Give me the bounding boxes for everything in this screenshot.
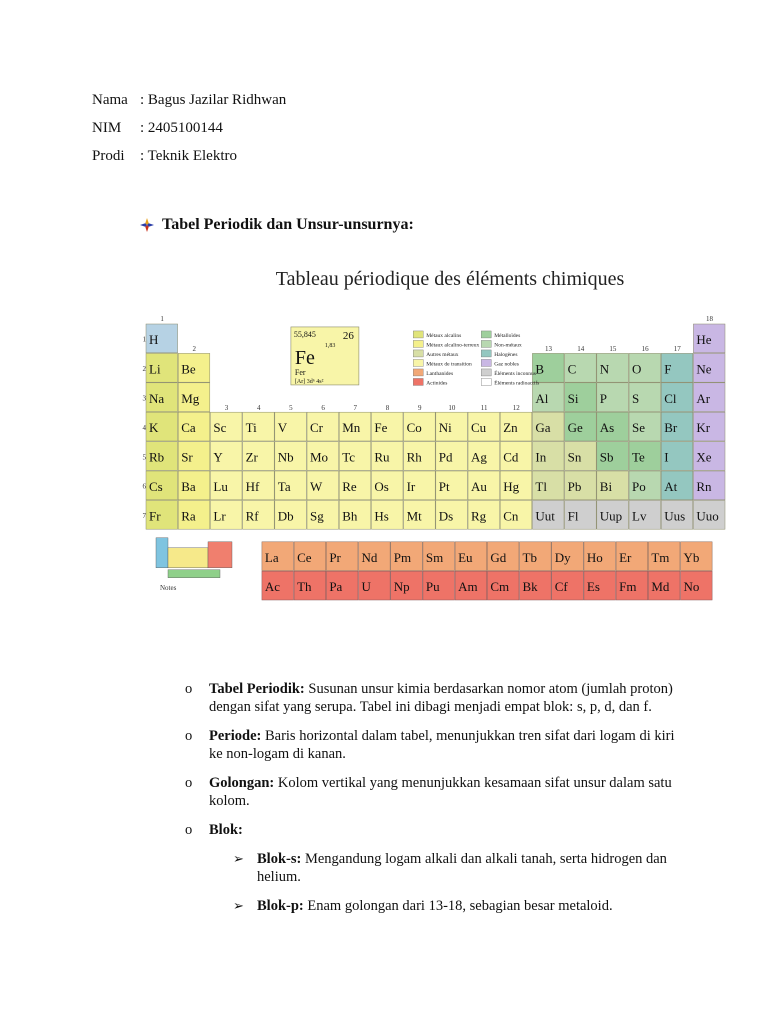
element-symbol: Rg xyxy=(471,508,487,524)
element-symbol: Ds xyxy=(438,508,454,524)
element-symbol: In xyxy=(535,449,547,465)
arrow-bullet-icon: ➢ xyxy=(233,898,244,913)
element-symbol: P xyxy=(599,390,608,406)
element-symbol: Ta xyxy=(277,479,291,494)
legend-swatch xyxy=(413,350,423,357)
element-symbol: Tm xyxy=(651,549,670,565)
element-symbol: Ra xyxy=(181,508,196,524)
legend-number: 26 xyxy=(342,329,354,342)
element-symbol: Hs xyxy=(374,508,389,524)
element-symbol: Lr xyxy=(213,508,226,524)
figure-title: Tableau périodique des éléments chimiques xyxy=(275,268,625,290)
element-symbol: Ca xyxy=(181,420,196,436)
list-item xyxy=(185,680,685,716)
period-number: 6 xyxy=(142,482,146,491)
element-symbol: Sg xyxy=(310,508,324,524)
element-symbol: Br xyxy=(664,420,678,436)
element-symbol: Cr xyxy=(310,420,323,436)
period-number: 3 xyxy=(142,394,146,403)
element-symbol: Tl xyxy=(535,479,547,494)
element-symbol: Ce xyxy=(297,549,312,565)
element-symbol: Hg xyxy=(503,479,520,494)
list-item-text: Baris horizontal dalam tabel, menunjukkan tren sifat dari logam di kiri ke non-logam di kanan. xyxy=(209,728,675,762)
element-symbol: Fl xyxy=(567,508,579,524)
element-symbol: Os xyxy=(374,479,389,494)
element-symbol: Nb xyxy=(277,449,294,465)
group-number: 2 xyxy=(192,345,197,353)
element-symbol: Sm xyxy=(425,549,444,565)
element-symbol: Fr xyxy=(149,508,161,524)
group-number: 4 xyxy=(256,404,261,412)
section-heading xyxy=(140,216,414,234)
legend-swatch xyxy=(481,378,491,385)
element-symbol: No xyxy=(683,579,700,595)
circle-bullet-icon: o xyxy=(185,681,193,697)
element-symbol: Pb xyxy=(567,479,582,494)
legend-label: Actinides xyxy=(426,380,448,387)
element-symbol: Cd xyxy=(503,449,519,465)
element-symbol: Ni xyxy=(438,420,452,436)
period-number: 5 xyxy=(142,453,146,462)
element-symbol: Tc xyxy=(342,449,356,465)
element-symbol: U xyxy=(361,579,371,595)
element-symbol: Ar xyxy=(696,390,711,406)
element-symbol: Zr xyxy=(245,449,258,465)
legend-swatch xyxy=(413,340,423,347)
group-number: 9 xyxy=(417,404,422,412)
legend-label: Gaz nobles xyxy=(494,361,519,368)
element-symbol: Cu xyxy=(471,420,487,436)
element-symbol: He xyxy=(696,332,712,347)
element-symbol: Mo xyxy=(310,449,329,465)
element-symbol: Bi xyxy=(599,479,613,494)
list-item-text: Susunan unsur kimia berdasarkan nomor atom (jumlah proton) dengan sifat yang serupa. Tabel ini dibagi menjadi empat blok: s, p, d, dan f. xyxy=(209,681,673,715)
legend-label: Lanthanides xyxy=(426,370,454,377)
element-symbol: Tb xyxy=(522,549,537,565)
nim-label: NIM xyxy=(92,120,122,136)
element-symbol: Ag xyxy=(471,449,487,465)
sub-item-term: Blok-s: xyxy=(257,851,302,867)
element-symbol: Hf xyxy=(245,479,260,494)
element-symbol: Sb xyxy=(599,449,614,465)
legend-label: Métaux de transition xyxy=(426,361,472,368)
legend-swatch xyxy=(481,331,491,338)
element-symbol: Ac xyxy=(264,579,281,595)
element-symbol: F xyxy=(664,361,672,377)
element-symbol: Po xyxy=(632,479,646,494)
group-number: 18 xyxy=(706,315,713,323)
list-item xyxy=(185,774,685,810)
block-d-shape xyxy=(168,548,208,568)
period-number: 7 xyxy=(142,512,146,521)
element-symbol: Eu xyxy=(458,549,473,565)
element-symbol: Cf xyxy=(554,579,568,595)
element-symbol: Cs xyxy=(149,479,163,494)
student-info xyxy=(92,86,286,170)
element-symbol: Rh xyxy=(406,449,422,465)
period-number: 1 xyxy=(142,335,146,344)
element-symbol: Pd xyxy=(438,449,453,465)
legend-label: Non-métaux xyxy=(494,342,522,349)
element-symbol: Lu xyxy=(213,479,228,494)
group-number: 17 xyxy=(673,345,681,353)
legend-swatch xyxy=(413,378,423,385)
list-item xyxy=(185,821,685,839)
element-symbol: Gd xyxy=(490,549,507,565)
element-symbol: Be xyxy=(181,361,196,377)
sub-item-text: Enam golongan dari 13-18, sebagian besar metaloid. xyxy=(303,898,613,914)
element-symbol: Ba xyxy=(181,479,196,494)
element-symbol: Mt xyxy=(406,508,422,524)
element-symbol: Mg xyxy=(181,390,200,406)
element-symbol: Se xyxy=(632,420,645,436)
name-label: Nama xyxy=(92,92,128,108)
element-symbol: Yb xyxy=(683,549,700,565)
element-symbol: Kr xyxy=(696,420,711,436)
legend-swatch xyxy=(413,369,423,376)
element-symbol: Xe xyxy=(696,449,712,465)
sub-item-text: Mengandung logam alkali dan alkali tanah, serta hidrogen dan helium. xyxy=(257,851,667,885)
group-number: 10 xyxy=(448,404,456,412)
element-symbol: Rn xyxy=(696,479,712,494)
legend-config: [Ar] 3d⁶ 4s² xyxy=(294,378,324,385)
element-symbol: Pr xyxy=(329,549,341,565)
nim-value: : 2405100144 xyxy=(140,120,223,136)
legend-label: Autres métaux xyxy=(426,351,459,358)
element-symbol: Y xyxy=(213,449,223,465)
element-symbol: Cm xyxy=(490,579,510,595)
group-number: 8 xyxy=(385,404,390,412)
element-symbol: V xyxy=(277,420,288,436)
legend-symbol: Fe xyxy=(294,346,315,369)
group-number: 5 xyxy=(289,404,293,412)
element-symbol: Li xyxy=(149,361,161,377)
element-symbol: Rb xyxy=(149,449,165,465)
element-symbol: N xyxy=(599,361,610,377)
group-number: 7 xyxy=(353,404,358,412)
element-symbol: Bk xyxy=(522,579,538,595)
legend-swatch xyxy=(413,331,423,338)
element-symbol: Te xyxy=(632,449,645,465)
legend-swatch xyxy=(413,359,423,366)
element-symbol: Fe xyxy=(374,420,388,436)
element-symbol: As xyxy=(599,420,615,436)
legend-label: Éléments radioactifs xyxy=(494,380,540,387)
element-symbol: Db xyxy=(277,508,294,524)
element-symbol: Na xyxy=(149,390,165,406)
arrow-bullet-icon: ➢ xyxy=(233,851,244,866)
element-symbol: C xyxy=(567,361,577,377)
element-symbol: Ge xyxy=(567,420,583,436)
section-heading-text: Tabel Periodik dan Unsur-unsurnya: xyxy=(162,216,414,233)
element-symbol: Uup xyxy=(599,508,623,524)
group-number: 14 xyxy=(577,345,585,353)
element-symbol: Uuo xyxy=(696,508,719,524)
periodic-table-figure xyxy=(144,312,744,620)
group-number: 12 xyxy=(512,404,520,412)
element-symbol: Th xyxy=(297,579,312,595)
legend-swatch xyxy=(481,340,491,347)
element-symbol: Cn xyxy=(503,508,519,524)
group-number: 16 xyxy=(641,345,649,353)
list-item-term: Periode: xyxy=(209,728,262,744)
name-value: : Bagus Jazilar Ridhwan xyxy=(140,92,287,108)
legend-label: Métaux alcalino-terreux xyxy=(426,342,480,349)
sub-list-item xyxy=(233,897,685,915)
legend-name: Fer xyxy=(294,367,306,377)
element-symbol: Ir xyxy=(406,479,416,494)
group-number: 13 xyxy=(545,345,552,353)
element-symbol: Sc xyxy=(213,420,227,436)
element-symbol: Si xyxy=(567,390,579,406)
element-symbol: Ne xyxy=(696,361,712,377)
element-symbol: Ru xyxy=(374,449,390,465)
list-item-term: Golongan: xyxy=(209,775,275,791)
legend-swatch xyxy=(481,369,491,376)
group-number: 6 xyxy=(321,404,325,412)
block-p-shape xyxy=(208,542,232,568)
element-symbol: Sn xyxy=(567,449,582,465)
group-number: 15 xyxy=(609,345,617,353)
element-symbol: K xyxy=(149,420,159,436)
list-item-text: Kolom vertikal yang menunjukkan kesamaan sifat unsur dalam satu kolom. xyxy=(209,775,672,809)
legend-label: Métaux alcalins xyxy=(426,332,462,339)
element-symbol: Pa xyxy=(329,579,343,595)
prodi-label: Prodi xyxy=(92,148,125,164)
sub-item-term: Blok-p: xyxy=(257,898,304,914)
element-symbol: Ti xyxy=(245,420,257,436)
list-item-term: Blok: xyxy=(209,822,243,838)
four-point-star-icon xyxy=(140,218,154,232)
block-f-shape xyxy=(168,570,220,578)
element-symbol: Re xyxy=(342,479,357,494)
list-item-term: Tabel Periodik: xyxy=(209,681,305,697)
element-symbol: Nd xyxy=(361,549,378,565)
element-symbol: Er xyxy=(619,549,632,565)
element-symbol: Bh xyxy=(342,508,358,524)
group-number: 3 xyxy=(224,404,229,412)
bullet-list xyxy=(185,680,685,926)
element-symbol: B xyxy=(535,361,545,377)
element-symbol: Al xyxy=(535,390,549,406)
element-symbol: O xyxy=(632,361,642,377)
period-number: 4 xyxy=(142,423,146,432)
element-symbol: Cl xyxy=(664,390,677,406)
element-symbol: Pm xyxy=(393,549,412,565)
element-symbol: Mn xyxy=(342,420,361,436)
prodi-value: : Teknik Elektro xyxy=(140,148,237,164)
element-symbol: La xyxy=(264,549,279,565)
legend-swatch xyxy=(481,359,491,366)
legend-label: Métalloïdes xyxy=(494,332,521,339)
element-symbol: Es xyxy=(586,579,600,595)
group-number: 1 xyxy=(160,315,164,323)
circle-bullet-icon: o xyxy=(185,775,193,791)
sub-list-item xyxy=(233,850,685,886)
block-s-shape xyxy=(156,538,168,568)
legend-en: 1,83 xyxy=(324,342,336,349)
element-symbol: Zn xyxy=(503,420,518,436)
list-item xyxy=(185,727,685,763)
element-symbol: Ga xyxy=(535,420,551,436)
period-number: 2 xyxy=(142,365,146,374)
element-symbol: Am xyxy=(458,579,478,595)
element-symbol: Dy xyxy=(554,549,571,565)
group-number: 11 xyxy=(480,404,488,412)
element-symbol: W xyxy=(310,479,323,494)
legend-label: Éléments inconnus xyxy=(494,370,536,377)
element-symbol: Md xyxy=(651,579,670,595)
element-symbol: Rf xyxy=(245,508,259,524)
element-symbol: Fm xyxy=(619,579,637,595)
legend-swatch xyxy=(481,350,491,357)
element-symbol: Np xyxy=(393,579,410,595)
element-symbol: I xyxy=(664,449,669,465)
element-symbol: Co xyxy=(406,420,422,436)
notes-label: Notes xyxy=(160,583,177,592)
element-symbol: Sr xyxy=(181,449,193,465)
element-symbol: Lv xyxy=(632,508,647,524)
element-symbol: H xyxy=(149,332,159,347)
element-symbol: Ho xyxy=(586,549,603,565)
legend-mass: 55,845 xyxy=(293,329,316,339)
element-symbol: Uus xyxy=(664,508,686,524)
element-symbol: Uut xyxy=(535,508,555,524)
circle-bullet-icon: o xyxy=(185,728,193,744)
element-symbol: Pu xyxy=(425,579,440,595)
circle-bullet-icon: o xyxy=(185,822,193,838)
element-symbol: Au xyxy=(471,479,487,494)
legend-label: Halogènes xyxy=(494,351,518,358)
element-symbol: Pt xyxy=(438,479,450,494)
element-symbol: At xyxy=(664,479,678,494)
element-symbol: S xyxy=(632,390,640,406)
